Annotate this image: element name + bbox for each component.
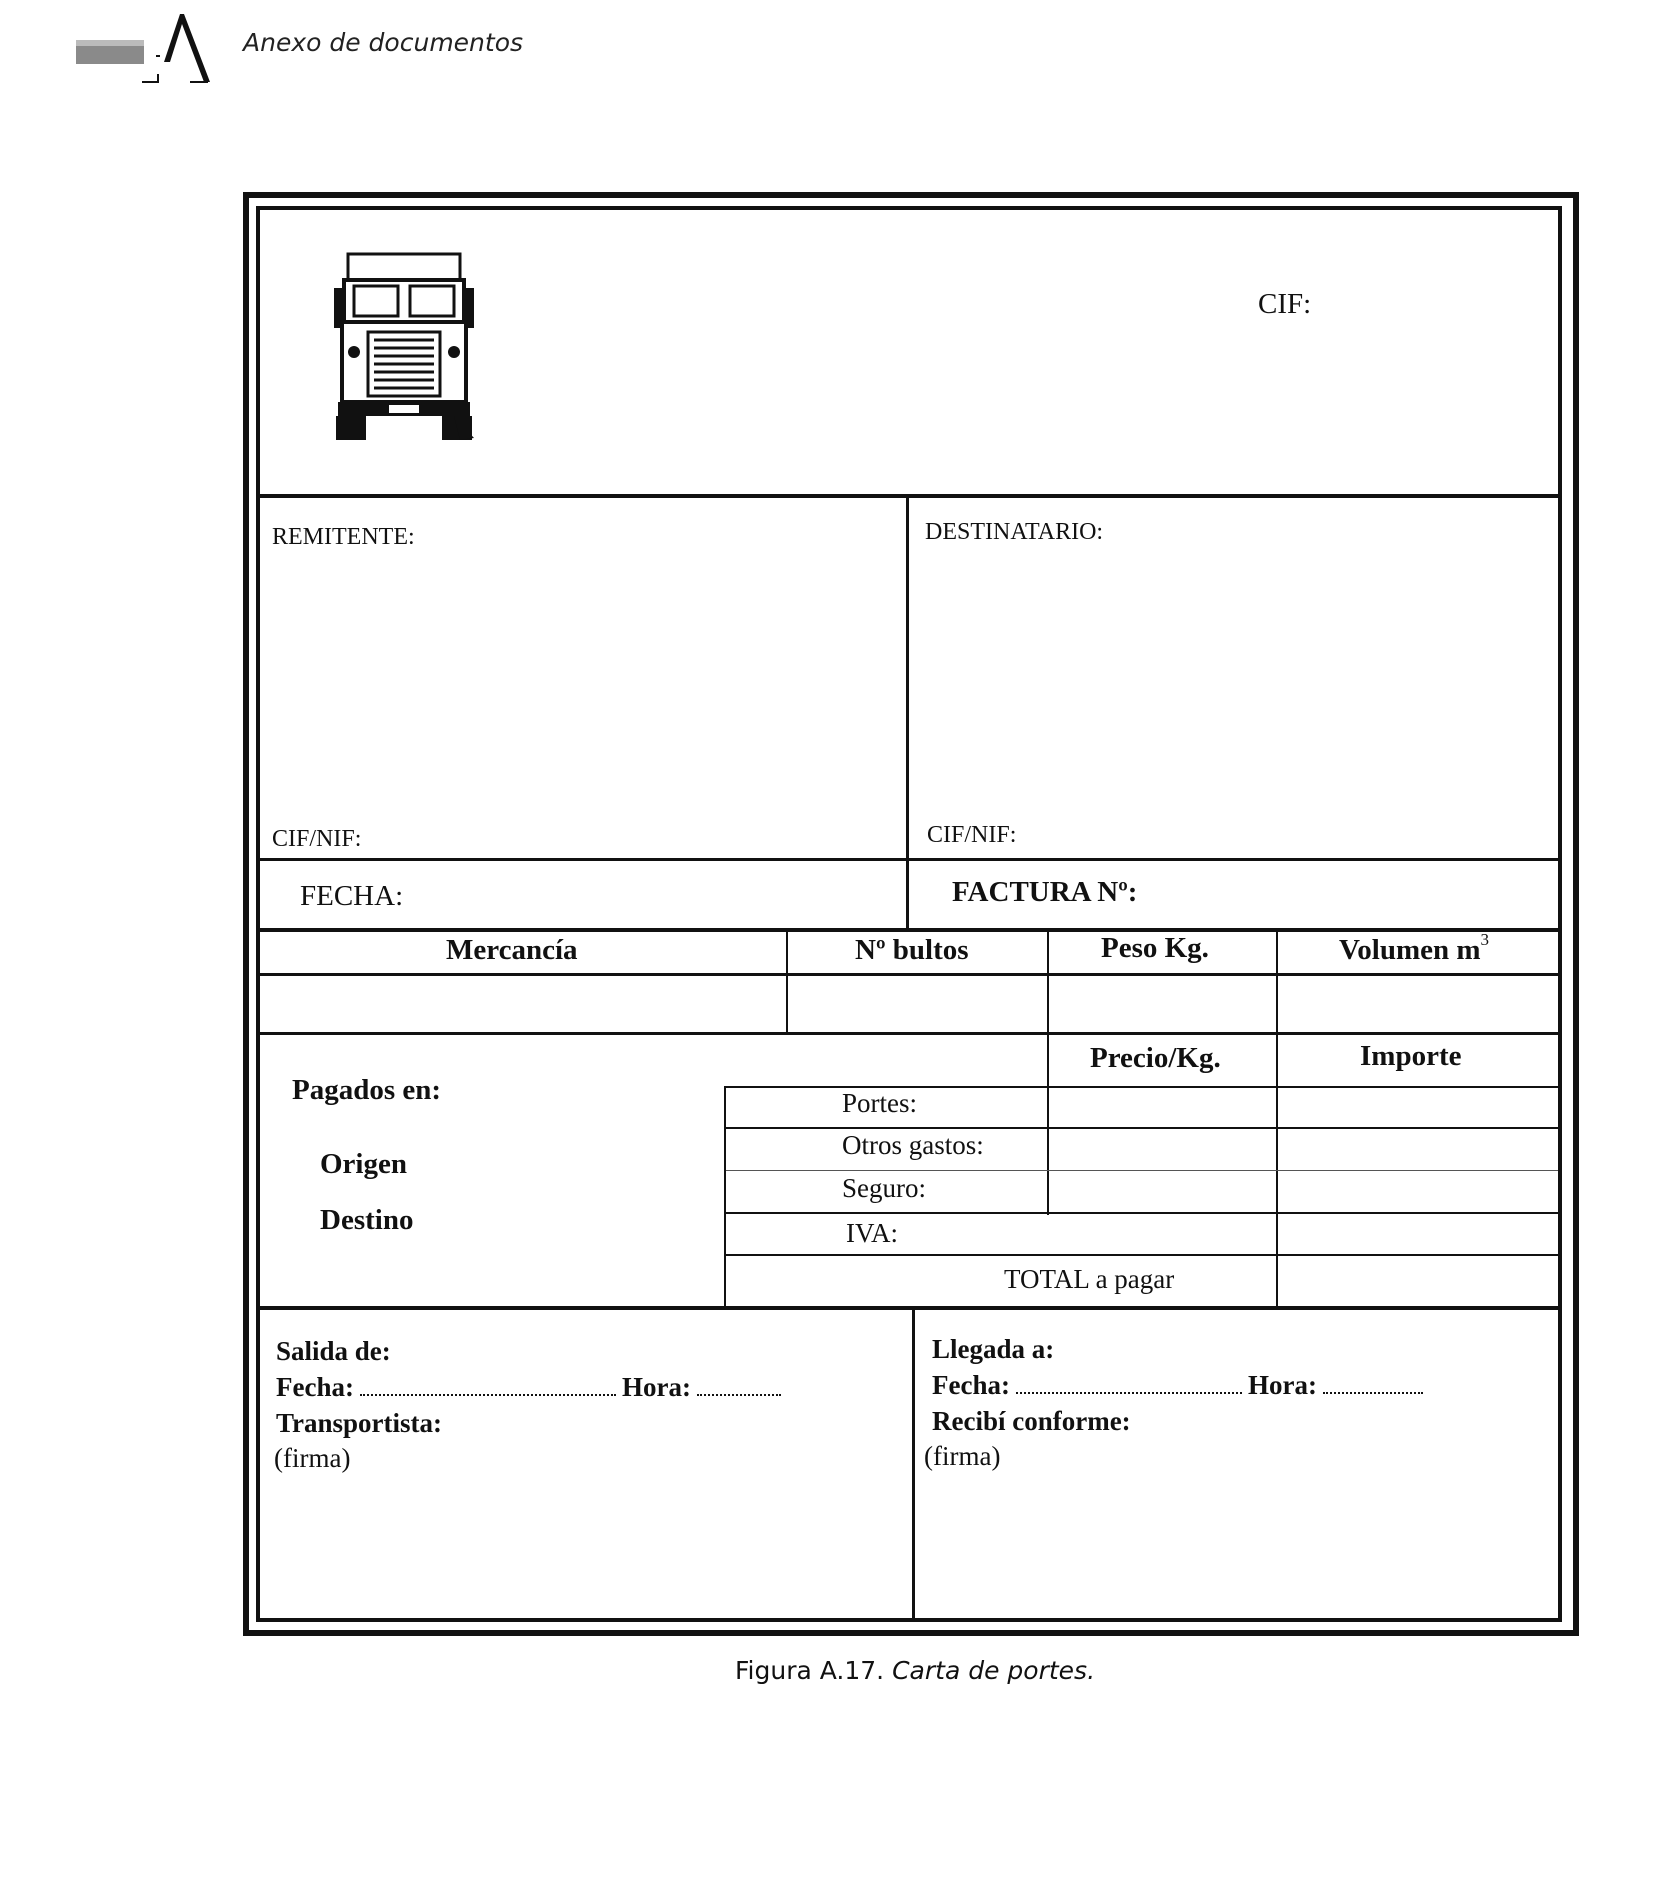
charges-row-other-costs: Otros gastos:: [842, 1130, 984, 1160]
charges-line-2: [724, 1127, 1558, 1129]
origin-label: Origen: [320, 1148, 407, 1180]
amount-header: Importe: [1360, 1040, 1462, 1072]
recipient-label: DESTINATARIO:: [925, 519, 1104, 545]
paid-in-label: Pagados en:: [292, 1074, 442, 1106]
date-label: FECHA:: [300, 880, 404, 912]
parties-bottom-line: [258, 858, 1558, 861]
signature-divider: [912, 1308, 915, 1618]
section-title: Anexo de documentos: [243, 28, 524, 57]
parties-divider: [906, 496, 909, 928]
goods-col-divider-2: [1047, 930, 1049, 1215]
departure-signature-label: (firma): [274, 1443, 351, 1473]
figure-caption: Figura A.17. Carta de portes.: [735, 1656, 1096, 1685]
goods-header-line: [258, 973, 1558, 976]
arrival-date-row: Fecha: Hora:: [932, 1370, 1429, 1401]
departure-date-row: Fecha: Hora:: [276, 1372, 787, 1403]
destination-label: Destino: [320, 1204, 414, 1236]
sender-label: REMITENTE:: [272, 524, 415, 550]
truck-icon: [334, 252, 474, 442]
section-letter-logo: [72, 10, 222, 92]
charges-row-vat: IVA:: [846, 1218, 899, 1248]
goods-col-divider-3: [1276, 930, 1278, 1306]
goods-table-bottom-line: [258, 1032, 1558, 1035]
charges-line-3: [724, 1170, 1558, 1171]
goods-col-divider-1: [786, 930, 788, 1033]
goods-header-volume: Volumen $m^3$: [1339, 930, 1490, 966]
company-cif-label: CIF:: [1258, 288, 1312, 320]
invoice-number-label: FACTURA Nº:: [952, 876, 1138, 908]
charges-left-border: [724, 1086, 726, 1308]
carrier-label: Transportista:: [276, 1408, 442, 1438]
charges-line-5: [724, 1254, 1558, 1256]
price-per-kg-header: Precio/Kg.: [1090, 1042, 1221, 1074]
charges-line-4: [724, 1212, 1558, 1214]
charges-row-freight: Portes:: [842, 1088, 918, 1118]
total-to-pay-label: TOTAL a pagar: [1004, 1264, 1175, 1294]
arrival-title: Llegada a:: [932, 1334, 1055, 1364]
arrival-signature-label: (firma): [924, 1441, 1001, 1471]
sender-id-label: CIF/NIF:: [272, 826, 362, 852]
signature-top-line: [258, 1306, 1558, 1310]
departure-title: Salida de:: [276, 1336, 391, 1366]
goods-header-weight: Peso Kg.: [1101, 932, 1209, 964]
goods-header-packages: Nº bultos: [855, 934, 969, 966]
recipient-id-label: CIF/NIF:: [927, 822, 1017, 848]
received-conforming-label: Recibí conforme:: [932, 1406, 1131, 1436]
charges-row-insurance: Seguro:: [842, 1173, 926, 1203]
goods-header-merchandise: Mercancía: [446, 934, 578, 966]
